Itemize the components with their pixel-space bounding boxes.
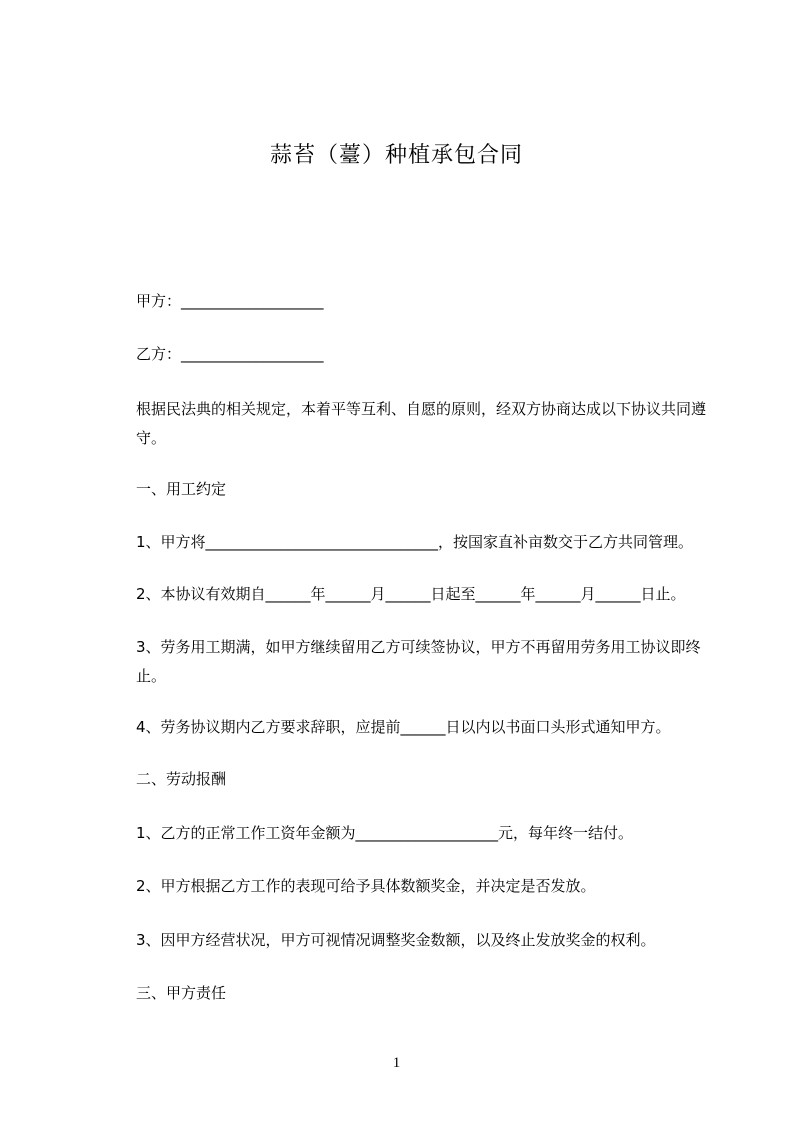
section-heading-remuneration: 二、劳动报酬 xyxy=(136,770,227,788)
clause-1-1: 1、甲方将_______________________________，按国家直补亩数交于乙方共同管理。 xyxy=(136,533,694,551)
section-heading-party-a-responsibility: 三、甲方责任 xyxy=(136,984,227,1002)
preamble-paragraph: 根据民法典的相关规定，本着平等互利、自愿的原则，经双方协商达成以下协议共同遵守。 xyxy=(136,400,707,447)
document-title: 蒜苔（薹）种植承包合同 xyxy=(269,143,523,168)
clause-2-1: 1、乙方的正常工作工资年金额为___________________元，每年终一结付。 xyxy=(136,824,634,842)
clause-1-3: 3、劳务用工期满，如甲方继续留用乙方可续签协议，甲方不再留用劳务用工协议即终止。 xyxy=(136,638,701,685)
party-b-line: 乙方：___________________ xyxy=(136,345,324,363)
clause-1-2: 2、本协议有效期自______年______月______日起至______年______月______日止。 xyxy=(136,585,686,603)
page-number: 1 xyxy=(392,1055,401,1071)
clause-2-2: 2、甲方根据乙方工作的表现可给予具体数额奖金，并决定是否发放。 xyxy=(136,877,596,895)
clause-1-4: 4、劳务协议期内乙方要求辞职，应提前______日以内以书面口头形式通知甲方。 xyxy=(136,718,671,736)
section-heading-employment: 一、用工约定 xyxy=(136,480,227,498)
clause-2-3: 3、因甲方经营状况，甲方可视情况调整奖金数额，以及终止发放奖金的权利。 xyxy=(136,931,656,949)
party-a-line: 甲方：___________________ xyxy=(136,292,324,310)
